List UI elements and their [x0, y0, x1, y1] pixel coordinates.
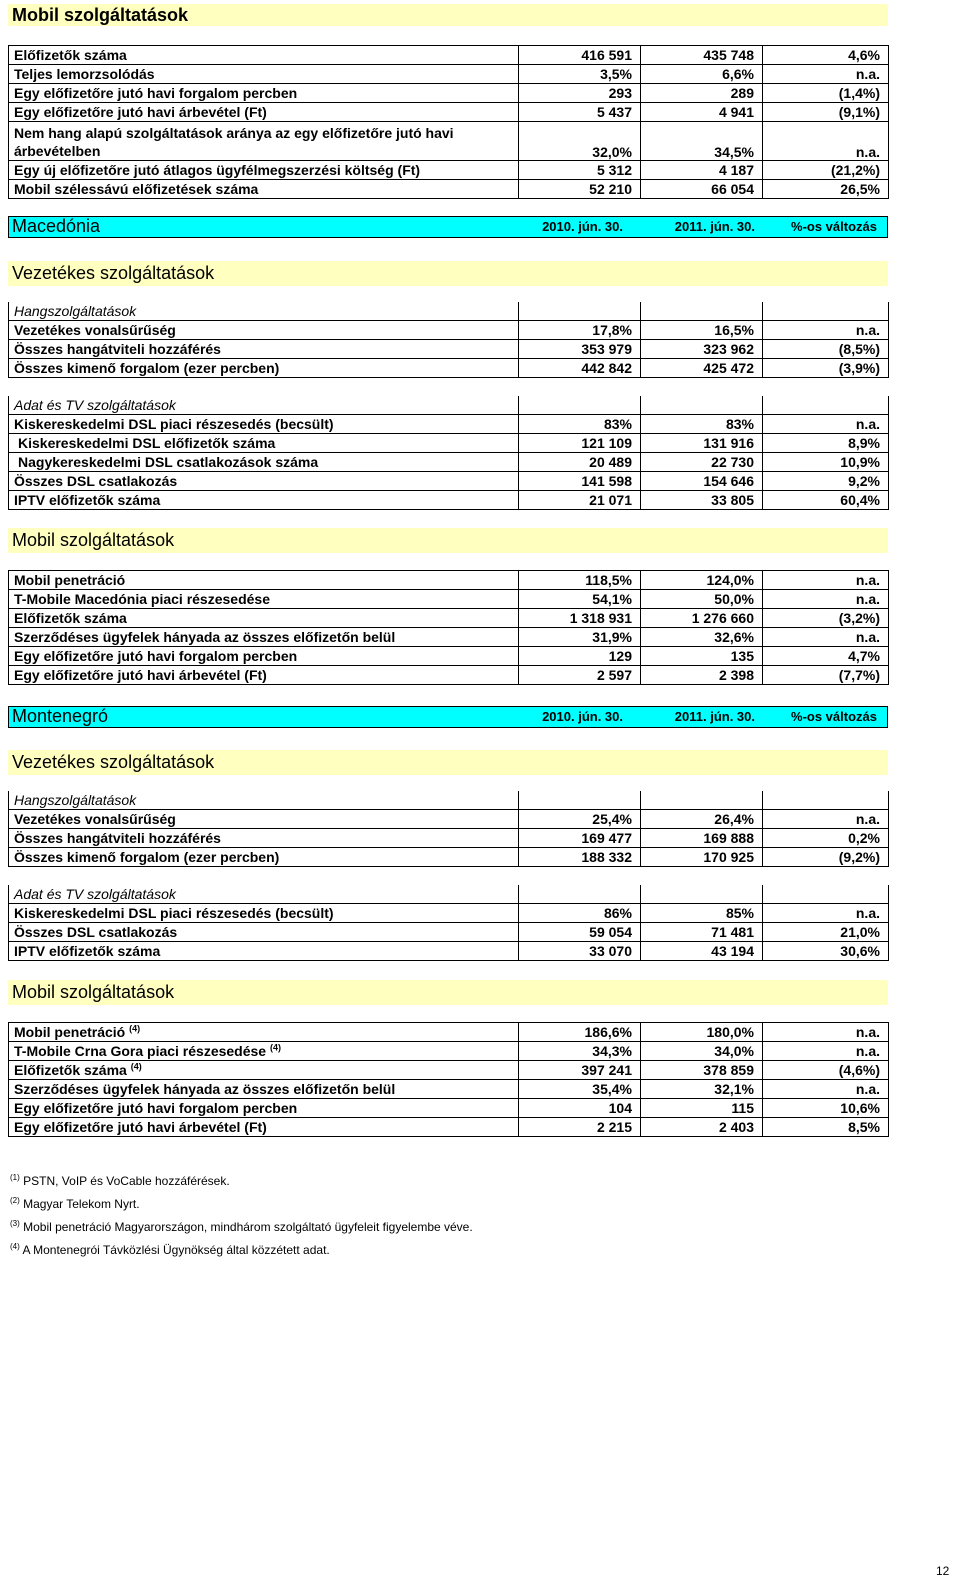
- table-row: [9, 491, 889, 510]
- value-change: 60,4%: [763, 491, 889, 510]
- value-2011: 135: [641, 647, 763, 666]
- value-2011: 323 962: [641, 340, 763, 359]
- macedonia-mobile-table: [8, 570, 889, 685]
- value-change: 8,5%: [763, 1118, 889, 1137]
- value-change: 21,0%: [763, 923, 889, 942]
- table-row: [9, 1023, 889, 1042]
- value-2010: 293: [519, 84, 641, 103]
- value-2011: 43 194: [641, 942, 763, 961]
- value-2010: 17,8%: [519, 321, 641, 340]
- value-2011: 115: [641, 1099, 763, 1118]
- footnote-mark: (2): [10, 1196, 20, 1205]
- section-title-mobile: Mobil szolgáltatások: [8, 528, 888, 553]
- macedonia-voice-table: [8, 302, 889, 378]
- value-2010: 397 241: [519, 1061, 641, 1080]
- value-2011: 66 054: [641, 180, 763, 199]
- footnote-ref: (4): [270, 1042, 281, 1053]
- row-label: Teljes lemorzsolódás: [9, 65, 519, 84]
- value-2010: 5 312: [519, 161, 641, 180]
- footnote-mark: (3): [10, 1219, 20, 1228]
- row-label: Egy új előfizetőre jutó átlagos ügyfélmegszerzési költség (Ft): [9, 161, 519, 180]
- value-2011: 4 187: [641, 161, 763, 180]
- value-2011: 180,0%: [641, 1023, 763, 1042]
- value-2011: 85%: [641, 904, 763, 923]
- subsection-row: [9, 885, 889, 904]
- table-row: [9, 628, 889, 647]
- row-label: Kiskereskedelmi DSL előfizetők száma: [9, 434, 519, 453]
- value-change: 30,6%: [763, 942, 889, 961]
- table-row: [9, 1099, 889, 1118]
- table-row: [9, 1061, 889, 1080]
- value-2010: 83%: [519, 415, 641, 434]
- value-2011: 124,0%: [641, 571, 763, 590]
- value-2010: 188 332: [519, 848, 641, 867]
- subsection-title: Hangszolgáltatások: [9, 302, 519, 321]
- value-change: n.a.: [763, 1023, 889, 1042]
- row-label: Kiskereskedelmi DSL piaci részesedés (becsült): [9, 904, 519, 923]
- row-label: Vezetékes vonalsűrűség: [9, 321, 519, 340]
- value-2011: 34,0%: [641, 1042, 763, 1061]
- montenegro-data-tv-table: [8, 885, 889, 961]
- value-2010: 21 071: [519, 491, 641, 510]
- value-change: n.a.: [763, 415, 889, 434]
- value-2011: 2 403: [641, 1118, 763, 1137]
- value-change: 10,6%: [763, 1099, 889, 1118]
- table-row: [9, 942, 889, 961]
- value-change: n.a.: [763, 810, 889, 829]
- value-change: (21,2%): [763, 161, 889, 180]
- footnote-text: Magyar Telekom Nyrt.: [23, 1197, 140, 1211]
- table-row: [9, 647, 889, 666]
- value-2010: 86%: [519, 904, 641, 923]
- value-2010: 52 210: [519, 180, 641, 199]
- value-2010: 33 070: [519, 942, 641, 961]
- montenegro-voice-table: [8, 791, 889, 867]
- row-label: Előfizetők száma: [9, 46, 519, 65]
- table-row: [9, 829, 889, 848]
- subsection-title: Adat és TV szolgáltatások: [9, 885, 519, 904]
- table-row: [9, 46, 889, 65]
- table-row: [9, 415, 889, 434]
- table-row: [9, 359, 889, 378]
- column-header-change: %-os változás: [791, 709, 877, 724]
- footnotes: [10, 1168, 890, 1260]
- table-row: [9, 122, 889, 161]
- table-row: [9, 180, 889, 199]
- value-2011: 378 859: [641, 1061, 763, 1080]
- table-row: [9, 103, 889, 122]
- row-label: Kiskereskedelmi DSL piaci részesedés (becsült): [9, 415, 519, 434]
- value-2010: 442 842: [519, 359, 641, 378]
- footnote-mark: (1): [10, 1173, 20, 1182]
- value-2011: 32,1%: [641, 1080, 763, 1099]
- row-label: Összes kimenő forgalom (ezer percben): [9, 848, 519, 867]
- row-label: Vezetékes vonalsűrűség: [9, 810, 519, 829]
- value-2011: 131 916: [641, 434, 763, 453]
- value-2010: 59 054: [519, 923, 641, 942]
- section-title-top-mobile: Mobil szolgáltatások: [8, 4, 888, 26]
- value-2011: 6,6%: [641, 65, 763, 84]
- table-row: [9, 590, 889, 609]
- table-row: [9, 453, 889, 472]
- column-header-2010: 2010. jún. 30.: [542, 709, 623, 724]
- row-label: Mobil penetráció: [9, 571, 519, 590]
- row-label: Összes DSL csatlakozás: [9, 923, 519, 942]
- column-header-change: %-os változás: [791, 219, 877, 234]
- table-row: [9, 848, 889, 867]
- footnote-text: A Montenegrói Távközlési Ügynökség által közzétett adat.: [22, 1243, 330, 1257]
- table-row: [9, 65, 889, 84]
- country-header-montenegro: [8, 706, 888, 728]
- footnote-mark: (4): [10, 1242, 20, 1251]
- table-row: [9, 321, 889, 340]
- value-change: n.a.: [763, 1042, 889, 1061]
- subsection-row: [9, 302, 889, 321]
- value-2010: 54,1%: [519, 590, 641, 609]
- value-2011: 4 941: [641, 103, 763, 122]
- value-2011: 50,0%: [641, 590, 763, 609]
- column-header-2011: 2011. jún. 30.: [674, 709, 755, 724]
- row-label-text: T-Mobile Crna Gora piaci részesedése: [14, 1043, 267, 1059]
- row-label: IPTV előfizetők száma: [9, 942, 519, 961]
- value-2011: 34,5%: [641, 122, 763, 161]
- row-label: Egy előfizetőre jutó havi árbevétel (Ft): [9, 666, 519, 685]
- value-2011: 289: [641, 84, 763, 103]
- montenegro-mobile-table: [8, 1022, 889, 1137]
- value-2010: 129: [519, 647, 641, 666]
- value-change: n.a.: [763, 1080, 889, 1099]
- value-2010: 2 597: [519, 666, 641, 685]
- value-2011: 26,4%: [641, 810, 763, 829]
- value-2010: 1 318 931: [519, 609, 641, 628]
- value-2010: 32,0%: [519, 122, 641, 161]
- value-2010: 104: [519, 1099, 641, 1118]
- top-mobile-table: [8, 45, 889, 199]
- value-2011: 32,6%: [641, 628, 763, 647]
- value-change: (3,2%): [763, 609, 889, 628]
- footnote: [10, 1237, 890, 1260]
- page-number: 12: [936, 1564, 950, 1578]
- row-label-text: Előfizetők száma: [14, 1062, 127, 1078]
- value-change: (8,5%): [763, 340, 889, 359]
- value-change: (7,7%): [763, 666, 889, 685]
- value-change: 4,7%: [763, 647, 889, 666]
- value-change: 8,9%: [763, 434, 889, 453]
- row-label: Összes kimenő forgalom (ezer percben): [9, 359, 519, 378]
- value-2011: 170 925: [641, 848, 763, 867]
- value-2010: 25,4%: [519, 810, 641, 829]
- value-change: (9,1%): [763, 103, 889, 122]
- table-row: [9, 1118, 889, 1137]
- value-change: n.a.: [763, 321, 889, 340]
- row-label: Nagykereskedelmi DSL csatlakozások száma: [9, 453, 519, 472]
- row-label: Egy előfizetőre jutó havi forgalom percben: [9, 84, 519, 103]
- row-label: Egy előfizetőre jutó havi árbevétel (Ft): [9, 103, 519, 122]
- value-2010: 118,5%: [519, 571, 641, 590]
- footnote: [10, 1191, 890, 1214]
- value-change: 9,2%: [763, 472, 889, 491]
- column-header-2011: 2011. jún. 30.: [674, 219, 755, 234]
- subsection-row: [9, 791, 889, 810]
- macedonia-data-tv-table: [8, 396, 889, 510]
- value-2011: 2 398: [641, 666, 763, 685]
- value-change: 10,9%: [763, 453, 889, 472]
- value-2010: 121 109: [519, 434, 641, 453]
- value-change: n.a.: [763, 904, 889, 923]
- value-2010: 3,5%: [519, 65, 641, 84]
- table-row: [9, 571, 889, 590]
- value-2011: 425 472: [641, 359, 763, 378]
- section-title-mobile: Mobil szolgáltatások: [8, 980, 888, 1005]
- value-2011: 435 748: [641, 46, 763, 65]
- row-label: [9, 1061, 519, 1080]
- value-2011: 83%: [641, 415, 763, 434]
- subsection-title: Adat és TV szolgáltatások: [9, 396, 519, 415]
- section-title-fixed: Vezetékes szolgáltatások: [8, 750, 888, 775]
- table-row: [9, 810, 889, 829]
- row-label-text: Mobil penetráció: [14, 1024, 126, 1040]
- value-2010: 416 591: [519, 46, 641, 65]
- row-label: [9, 1042, 519, 1061]
- row-label: IPTV előfizetők száma: [9, 491, 519, 510]
- table-row: [9, 161, 889, 180]
- value-change: n.a.: [763, 122, 889, 161]
- value-2011: 71 481: [641, 923, 763, 942]
- value-2010: 186,6%: [519, 1023, 641, 1042]
- value-change: 4,6%: [763, 46, 889, 65]
- row-label: Összes hangátviteli hozzáférés: [9, 829, 519, 848]
- country-name: Macedónia: [12, 216, 101, 236]
- row-label: Szerződéses ügyfelek hányada az összes előfizetőn belül: [9, 628, 519, 647]
- value-change: 0,2%: [763, 829, 889, 848]
- value-2010: 169 477: [519, 829, 641, 848]
- column-header-2010: 2010. jún. 30.: [542, 219, 623, 234]
- row-label: Egy előfizetőre jutó havi forgalom percben: [9, 647, 519, 666]
- subsection-row: [9, 396, 889, 415]
- row-label: Szerződéses ügyfelek hányada az összes előfizetőn belül: [9, 1080, 519, 1099]
- value-change: 26,5%: [763, 180, 889, 199]
- value-change: (1,4%): [763, 84, 889, 103]
- value-change: n.a.: [763, 628, 889, 647]
- value-2010: 2 215: [519, 1118, 641, 1137]
- value-2010: 35,4%: [519, 1080, 641, 1099]
- section-title-fixed: Vezetékes szolgáltatások: [8, 261, 888, 286]
- value-change: n.a.: [763, 571, 889, 590]
- value-2011: 16,5%: [641, 321, 763, 340]
- value-change: (4,6%): [763, 1061, 889, 1080]
- value-2011: 154 646: [641, 472, 763, 491]
- country-name: Montenegró: [12, 706, 109, 726]
- subsection-title: Hangszolgáltatások: [9, 791, 519, 810]
- row-label: Összes hangátviteli hozzáférés: [9, 340, 519, 359]
- footnote-text: PSTN, VoIP és VoCable hozzáférések.: [23, 1174, 230, 1188]
- value-2011: 169 888: [641, 829, 763, 848]
- footnote: [10, 1214, 890, 1237]
- table-row: [9, 472, 889, 491]
- row-label: [9, 1023, 519, 1042]
- row-label: Nem hang alapú szolgáltatások aránya az egy előfizetőre jutó havi árbevételben: [9, 122, 519, 161]
- value-2010: 31,9%: [519, 628, 641, 647]
- value-change: n.a.: [763, 65, 889, 84]
- row-label: Egy előfizetőre jutó havi árbevétel (Ft): [9, 1118, 519, 1137]
- value-2011: 1 276 660: [641, 609, 763, 628]
- value-2010: 5 437: [519, 103, 641, 122]
- value-change: n.a.: [763, 590, 889, 609]
- footnote: [10, 1168, 890, 1191]
- value-2010: 34,3%: [519, 1042, 641, 1061]
- row-label: Mobil szélessávú előfizetések száma: [9, 180, 519, 199]
- table-row: [9, 1042, 889, 1061]
- footnote-text: Mobil penetráció Magyarországon, mindhárom szolgáltató ügyfeleit figyelembe véve.: [23, 1220, 473, 1234]
- table-row: [9, 923, 889, 942]
- value-change: (3,9%): [763, 359, 889, 378]
- table-row: [9, 434, 889, 453]
- footnote-ref: (4): [130, 1061, 142, 1072]
- table-row: [9, 609, 889, 628]
- table-row: [9, 340, 889, 359]
- country-header-macedonia: [8, 216, 888, 238]
- value-2010: 20 489: [519, 453, 641, 472]
- table-row: [9, 84, 889, 103]
- row-label: T-Mobile Macedónia piaci részesedése: [9, 590, 519, 609]
- value-2011: 22 730: [641, 453, 763, 472]
- row-label: Előfizetők száma: [9, 609, 519, 628]
- footnote-ref: (4): [129, 1023, 141, 1034]
- table-row: [9, 904, 889, 923]
- table-row: [9, 1080, 889, 1099]
- value-2010: 141 598: [519, 472, 641, 491]
- row-label: Összes DSL csatlakozás: [9, 472, 519, 491]
- value-2011: 33 805: [641, 491, 763, 510]
- value-change: (9,2%): [763, 848, 889, 867]
- table-row: [9, 666, 889, 685]
- row-label: Egy előfizetőre jutó havi forgalom percben: [9, 1099, 519, 1118]
- value-2010: 353 979: [519, 340, 641, 359]
